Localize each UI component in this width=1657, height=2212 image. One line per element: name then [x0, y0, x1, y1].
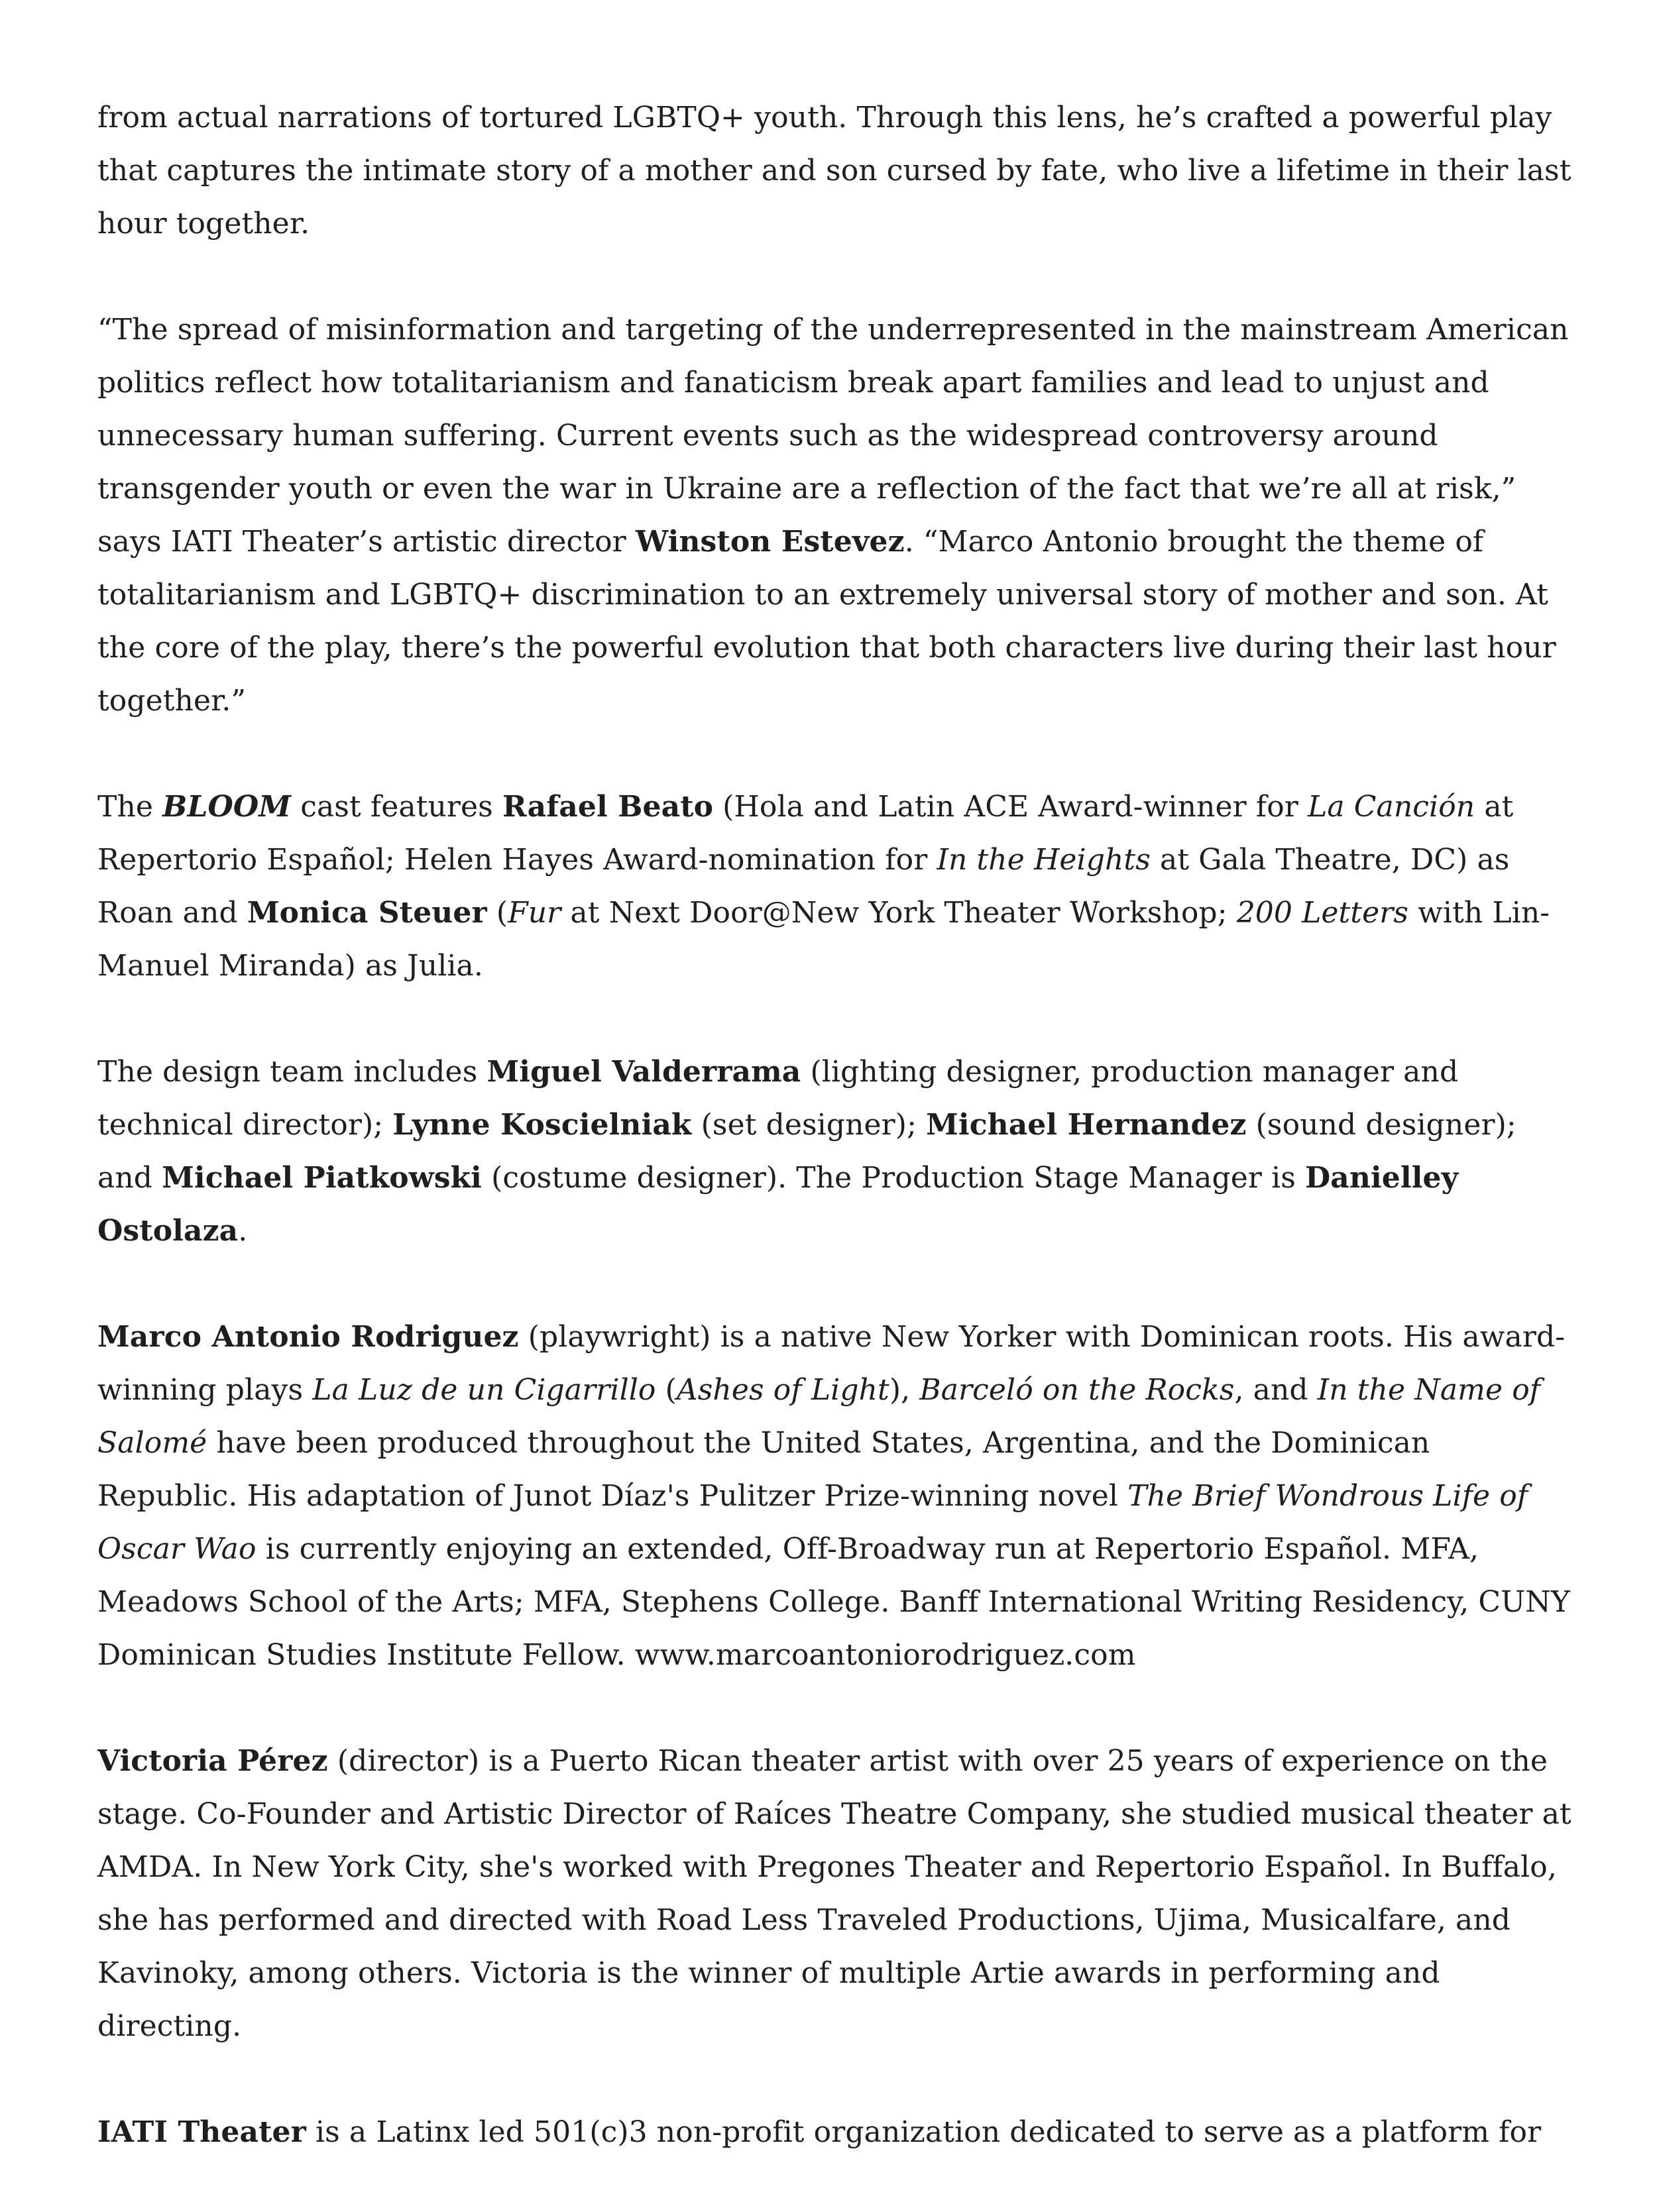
paragraph-director-quote	[97, 304, 1575, 728]
work-title: Ashes of Light	[676, 1373, 889, 1407]
text: (sound designer); and	[97, 1108, 1516, 1195]
paragraph-design-team	[97, 1046, 1575, 1258]
article-body	[97, 91, 1575, 2212]
person-name: Monica Steuer	[247, 896, 487, 930]
work-title: 200 Letters	[1236, 896, 1409, 930]
text: at Gala Theatre, DC) as Roan and	[97, 843, 1510, 930]
person-name: Michael Hernandez	[926, 1108, 1247, 1142]
text: at Next Door@New York Theater Workshop;	[561, 896, 1237, 930]
work-title: In the Heights	[937, 843, 1151, 877]
text: (lighting designer, production manager and technical director);	[97, 1055, 1459, 1142]
text: ),	[889, 1373, 920, 1407]
text: at Repertorio Español; Helen Hayes Award-nomination for	[97, 790, 1514, 877]
text: The design team includes	[97, 1055, 487, 1089]
person-name: Danielley Ostolaza	[97, 1161, 1459, 1248]
person-name: Victoria Pérez	[97, 1744, 328, 1778]
paragraph-director-bio	[97, 1735, 1575, 2053]
person-name: Miguel Valderrama	[486, 1055, 801, 1089]
text: (playwright) is a native New Yorker with Dominican roots. His award-winning plays	[97, 1320, 1566, 1407]
person-name: Winston Estevez	[635, 525, 905, 559]
text: with Lin-Manuel Miranda) as Julia.	[97, 896, 1550, 983]
text: is currently enjoying an extended, Off-Broadway run at Repertorio Español. MFA, Meadows School of the Arts; MFA, Stephens College. Banff International Writing Residency, CUNY Dominican Studies Institute Fellow. www.marcoantoniorodriguez.com	[97, 1532, 1571, 1672]
text: (	[656, 1373, 677, 1407]
paragraph-playwright-bio	[97, 1311, 1575, 1682]
work-title: The Brief Wondrous Life of Oscar Wao	[97, 1479, 1528, 1566]
text: . “Marco Antonio brought the theme of totalitarianism and LGBTQ+ discrimination to an extremely universal story of mother and son. At the core of the play, there’s the powerful evolution that both characters live during their last hour together.”	[97, 525, 1556, 718]
work-title: Barceló on the Rocks	[919, 1373, 1235, 1407]
text: (director) is a Puerto Rican theater artist with over 25 years of experience on the stage. Co-Founder and Artistic Director of Raíces Theatre Company, she studied musical theater at AMDA. In New York City, she's worked with Pregones Theater and Repertorio Español. In Buffalo, she has performed and directed with Road Less Traveled Productions, Ujima, Musicalfare, and Kavinoky, among others. Victoria is the winner of multiple Artie awards in performing and directing.	[97, 1744, 1571, 2043]
text: is a Latinx led 501(c)3 non-profit organization dedicated to serve as a platform for	[306, 2115, 1542, 2149]
text: (Hola and Latin ACE Award-winner for	[713, 790, 1308, 824]
person-name: Michael Piatkowski	[162, 1161, 482, 1195]
text: (	[486, 896, 508, 930]
text: , and	[1234, 1373, 1318, 1407]
person-name: Lynne Koscielniak	[392, 1108, 692, 1142]
paragraph-cast	[97, 781, 1575, 993]
text: cast features	[291, 790, 502, 824]
work-title: La Canción	[1308, 790, 1475, 824]
text: have been produced throughout the United States, Argentina, and the Dominican Republic. His adaptation of Junot Díaz's Pulitzer Prize-winning novel	[97, 1426, 1430, 1513]
work-title: La Luz de un Cigarrillo	[312, 1373, 656, 1407]
paragraph-play-description	[97, 91, 1575, 250]
text: (costume designer). The Production Stage Manager is	[481, 1161, 1306, 1195]
person-name: Rafael Beato	[502, 790, 714, 824]
paragraph-iati-about	[97, 2106, 1575, 2159]
text: from actual narrations of tortured LGBTQ+ youth. Through this lens, he’s crafted a powerful play that captures the intimate story of a mother and son cursed by fate, who live a lifetime in their last hour together.	[97, 101, 1571, 241]
person-name: Marco Antonio Rodriguez	[97, 1320, 519, 1354]
text: (set designer);	[691, 1108, 927, 1142]
text: .	[238, 1214, 248, 1248]
text: “The spread of misinformation and targeting of the underrepresented in the mainstream American politics reflect how totalitarianism and fanaticism break apart families and lead to unjust and unnecessary human suffering. Current events such as the widespread controversy around transgender youth or even the war in Ukraine are a reflection of the fact that we’re all at risk,” says IATI Theater’s artistic director	[97, 313, 1569, 559]
work-title: Fur	[508, 896, 561, 930]
work-title: In the Name of Salomé	[97, 1373, 1541, 1460]
play-title: BLOOM	[162, 790, 292, 824]
organization-name: IATI Theater	[97, 2115, 306, 2149]
text: The	[97, 790, 163, 824]
